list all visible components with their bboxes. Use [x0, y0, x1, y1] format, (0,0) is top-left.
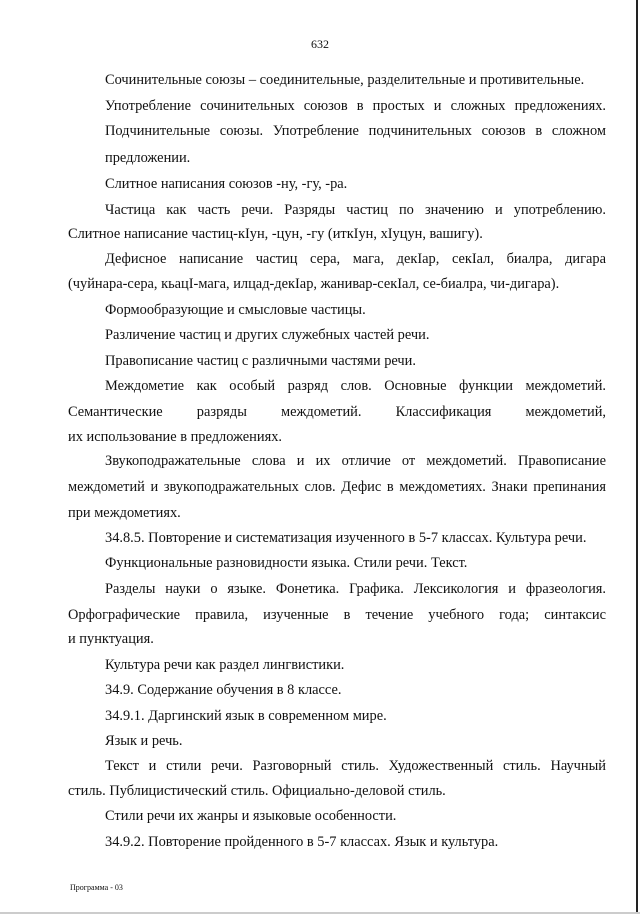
footer-label: Программа - 03: [70, 883, 123, 892]
text-line: их использование в предложениях.: [68, 429, 282, 445]
text-line: стиль. Публицистический стиль. Официально-деловой стиль.: [68, 783, 446, 799]
text-line: Слитное написание частиц-кӀун, -цун, -гу (иткӀун, хӀуцун, вашигу).: [68, 226, 483, 242]
text-line: Текст и стили речи. Разговорный стиль. Художественный стиль. Научный: [105, 758, 606, 774]
text-line: 34.9. Содержание обучения в 8 классе.: [105, 682, 342, 698]
text-line: Культура речи как раздел лингвистики.: [105, 657, 345, 673]
text-line: 34.9.2. Повторение пройденного в 5-7 классах. Язык и культура.: [105, 834, 499, 850]
text-line: Язык и речь.: [105, 733, 183, 749]
page-number: 632: [311, 37, 329, 51]
text-line: Орфографические правила, изученные в течение учебного года; синтаксис: [68, 607, 606, 623]
text-line: Сочинительные союзы – соединительные, разделительные и противительные.: [105, 72, 585, 88]
text-line: при междометиях.: [68, 505, 181, 521]
text-line: 34.8.5. Повторение и систематизация изученного в 5-7 классах. Культура речи.: [105, 530, 587, 546]
text-line: и пунктуация.: [68, 631, 154, 647]
text-line: Правописание частиц с различными частями речи.: [105, 353, 416, 369]
text-line: Слитное написания союзов -ну, -гу, -ра.: [105, 176, 348, 192]
text-line: Функциональные разновидности языка. Стили речи. Текст.: [105, 555, 468, 571]
text-line: (чуйнара-сера, кьацӀ-мага, илцад-декӀар, жанивар-секӀал, се-биалра, чи-дигара).: [68, 276, 560, 292]
text-line: Подчинительные союзы. Употребление подчинительных союзов в сложном: [105, 123, 606, 139]
text-line: Употребление сочинительных союзов в простых и сложных предложениях.: [105, 98, 606, 114]
text-line: Стили речи их жанры и языковые особенности.: [105, 808, 397, 824]
text-line: Различение частиц и других служебных частей речи.: [105, 327, 430, 343]
text-line: междометий и звукоподражательных слов. Дефис в междометиях. Знаки препинания: [68, 479, 606, 495]
text-line: Формообразующие и смысловые частицы.: [105, 302, 366, 318]
text-line: Звукоподражательные слова и их отличие от междометий. Правописание: [105, 453, 606, 469]
text-line: 34.9.1. Даргинский язык в современном мире.: [105, 708, 387, 724]
scan-edge: [636, 0, 638, 914]
text-line: Разделы науки о языке. Фонетика. Графика. Лексикология и фразеология.: [105, 581, 606, 597]
text-line: предложении.: [105, 150, 191, 166]
text-line: Семантические разряды междометий. Классификация междометий,: [68, 404, 606, 420]
text-line: Междометие как особый разряд слов. Основные функции междометий.: [105, 378, 606, 394]
text-line: Дефисное написание частиц сера, мага, декӀар, секӀал, биалра, дигара: [105, 251, 606, 267]
text-line: Частица как часть речи. Разряды частиц по значению и употреблению.: [105, 202, 606, 218]
